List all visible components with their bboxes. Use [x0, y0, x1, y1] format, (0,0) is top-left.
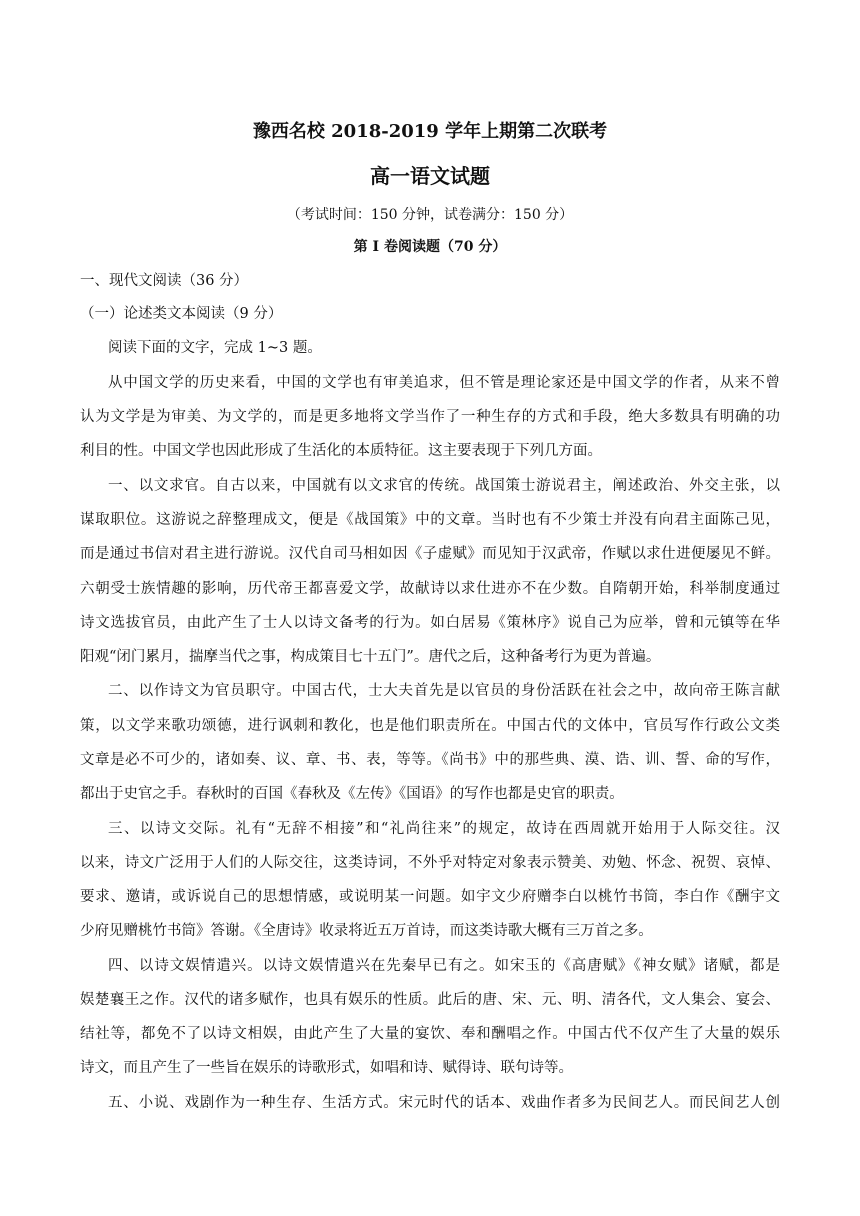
section-title: 第 I 卷阅读题（70 分） — [353, 239, 507, 255]
paragraph-line: 认为文学是为审美、为文学的，而是更多地将文学当作了一种生存的方式和手段，绝大多数具有明确的功 — [80, 409, 780, 425]
paragraph-line: 六朝受士族情趣的影响，历代帝王都喜爱文学，故献诗以求仕进亦不在少数。自隋朝开始，科举制度通过 — [80, 581, 780, 597]
paragraph-line: 结社等，都免不了以诗文相娱，由此产生了大量的宴饮、奉和酬唱之作。中国古代不仅产生了大量的娱乐 — [80, 1026, 780, 1042]
exam-title: 豫西名校 2018-2019 学年上期第二次联考 — [252, 121, 608, 142]
paragraph-line: 四、以诗文娱情遣兴。以诗文娱情遣兴在先秦早已有之。如宋玉的《高唐赋》《神女赋》诸赋，都是 — [108, 958, 780, 974]
paragraph-line: 利目的性。中国文学也因此形成了生活化的本质特征。这主要表现于下列几方面。 — [80, 443, 602, 459]
paragraph-line: 一、以文求官。自古以来，中国就有以文求官的传统。战国策士游说君主，阐述政治、外交主张，以 — [108, 478, 780, 494]
paragraph-line: 阳观“闭门累月，揣摩当代之事，构成策目七十五门”。唐代之后，这种备考行为更为普遍。 — [80, 649, 661, 665]
exam-subtitle: 高一语文试题 — [370, 164, 490, 188]
paragraph-line: 三、以诗文交际。礼有“无辞不相接”和“礼尚往来”的规定，故诗在西周就开始用于人际交往。汉 — [108, 821, 780, 837]
paragraph-line: 五、小说、戏剧作为一种生存、生活方式。宋元时代的话本、戏曲作者多为民间艺人。而民间艺人创 — [108, 1095, 780, 1111]
paragraph-line: 少府见赠桃竹书筒》答谢。《全唐诗》收录将近五万首诗，而这类诗歌大概有三万首之多。 — [80, 923, 653, 939]
paragraph-line: 谋取职位。这游说之辞整理成文，便是《战国策》中的文章。当时也有不少策士并没有向君主面陈己见， — [80, 512, 780, 528]
paragraph-line: 而是通过书信对君主进行游说。汉代自司马相如因《子虚赋》而见知于汉武帝，作赋以求仕进便屡见不鲜。 — [80, 546, 780, 562]
paragraph-line: 文章是必不可少的，诸如奏、议、章、书、表，等等。《尚书》中的那些典、漠、诰、训、誓、命的写作， — [80, 752, 780, 768]
paragraph-line: 二、以作诗文为官员职守。中国古代，士大夫首先是以官员的身份活跃在社会之中，故向帝王陈言献 — [108, 683, 780, 699]
paragraph-line: 策，以文学来歌功颂德，进行讽刺和教化，也是他们职责所在。中国古代的文体中，官员写作行政公文类 — [80, 718, 780, 734]
paragraph-line: 从中国文学的历史来看，中国的文学也有审美追求，但不管是理论家还是中国文学的作者，从来不曾 — [108, 375, 780, 391]
paragraph-line: 诗文，而且产生了一些旨在娱乐的诗歌形式，如唱和诗、赋得诗、联句诗等。 — [80, 1060, 573, 1076]
paragraph-line: 娱楚襄王之作。汉代的诸多赋作，也具有娱乐的性质。此后的唐、宋、元、明、清各代，文人集会、宴会、 — [80, 992, 780, 1008]
paragraph-line: 诗文选拔官员，由此产生了士人以诗文备考的行为。如白居易《策林序》说自己为应举，曾和元镇等在华 — [80, 615, 780, 631]
exam-info: （考试时间：150 分钟，试卷满分：150 分） — [286, 207, 574, 223]
paragraph-line: 要求、邀请，或诉说自己的思想情感，或说明某一问题。如宇文少府赠李白以桃竹书筒，李白作《酬宇文 — [80, 889, 780, 905]
paragraph-line: 都出于史官之手。春秋时的百国《春秋及《左传》《国语》的写作也都是史官的职责。 — [80, 786, 624, 802]
heading-subsection: （一）论述类文本阅读（9 分） — [80, 306, 283, 322]
paragraph-line: 以来，诗文广泛用于人们的人际交往，这类诗词，不外乎对特定对象表示赞美、劝勉、怀念、祝贺、哀悼、 — [80, 855, 780, 871]
instruction-line: 阅读下面的文字，完成 1~3 题。 — [108, 340, 322, 356]
heading-part-one: 一、现代文阅读（36 分） — [80, 273, 249, 289]
